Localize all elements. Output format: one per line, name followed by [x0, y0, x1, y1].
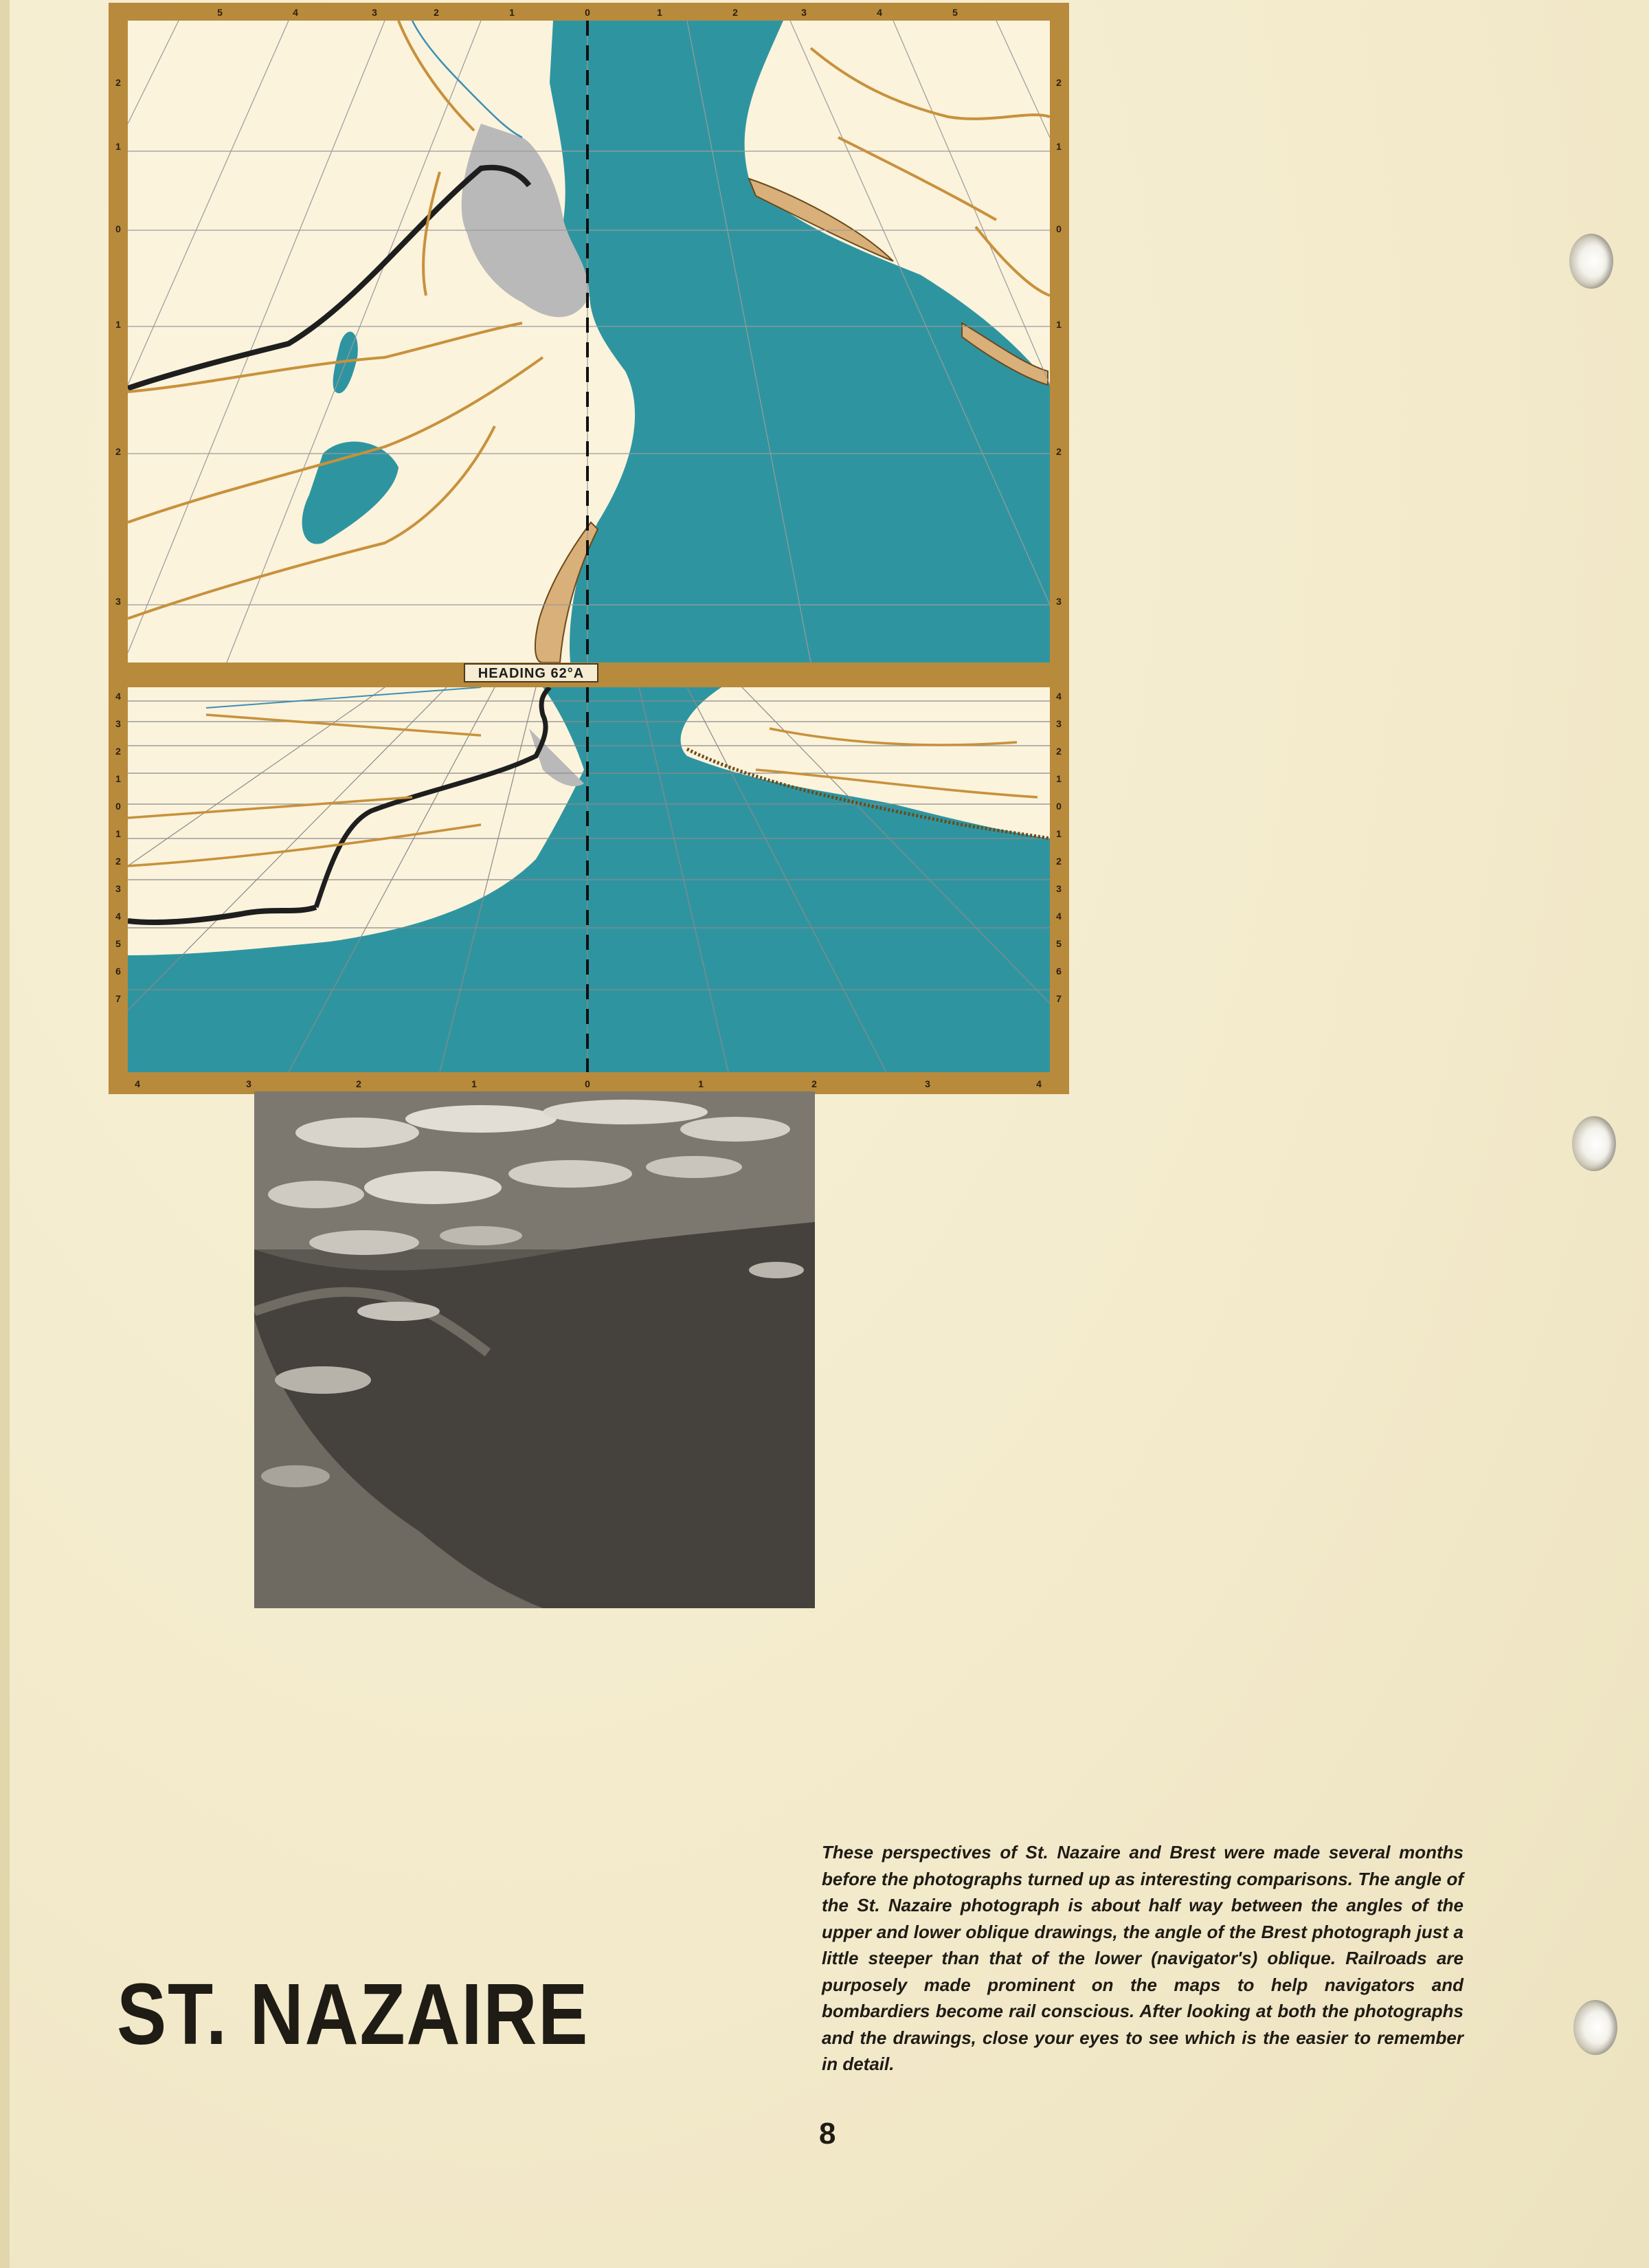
bottom-tick-label: 2: [811, 1078, 817, 1089]
page-number: 8: [819, 2117, 836, 2150]
lower-left-tick-label: 3: [115, 883, 121, 894]
lower-left-tick-label: 0: [115, 801, 121, 812]
upper-left-tick-label: 3: [115, 596, 121, 607]
bottom-tick-label: 3: [925, 1078, 930, 1089]
upper-top-tick-label: 3: [372, 7, 377, 18]
bottom-tick-label: 4: [135, 1078, 140, 1089]
upper-left-tick-label: 0: [115, 223, 121, 234]
upper-top-tick-label: 4: [293, 7, 298, 18]
upper-right-tick-label: 0: [1056, 223, 1062, 234]
lower-left-tick-label: 6: [115, 966, 121, 977]
lower-left-tick-label: 1: [115, 773, 121, 784]
upper-top-tick-label: 5: [217, 7, 223, 18]
bottom-tick-label: 0: [585, 1078, 590, 1089]
lower-left-tick-label: 3: [115, 718, 121, 729]
lower-right-tick-label: 6: [1056, 966, 1062, 977]
aerial-photo-image: [254, 1091, 815, 1608]
upper-right-tick-label: 3: [1056, 596, 1062, 607]
lower-right-tick-label: 5: [1056, 938, 1062, 949]
lower-left-tick-label: 1: [115, 828, 121, 839]
lower-right-tick-label: 7: [1056, 993, 1062, 1004]
upper-oblique-map: [128, 21, 1050, 663]
upper-top-tick-label: 1: [657, 7, 662, 18]
upper-top-tick-label: 0: [585, 7, 590, 18]
aerial-photograph: [254, 1091, 815, 1608]
upper-top-tick-label: 1: [509, 7, 515, 18]
upper-left-tick-label: 2: [115, 446, 121, 457]
lower-right-tick-label: 2: [1056, 746, 1062, 757]
lower-right-tick-label: 3: [1056, 883, 1062, 894]
lower-right-tick-label: 2: [1056, 856, 1062, 867]
upper-right-tick-label: 1: [1056, 141, 1062, 152]
upper-right-tick-label: 2: [1056, 446, 1062, 457]
lower-left-tick-label: 7: [115, 993, 121, 1004]
heading-label: HEADING 62°A: [478, 666, 585, 681]
lower-right-tick-label: 0: [1056, 801, 1062, 812]
upper-left-tick-label: 2: [115, 77, 121, 88]
bottom-tick-label: 1: [698, 1078, 704, 1089]
oblique-maps: [0, 0, 1649, 1100]
bottom-tick-label: 2: [356, 1078, 361, 1089]
lower-left-tick-label: 4: [115, 911, 121, 922]
upper-left-tick-label: 1: [115, 141, 121, 152]
lower-left-tick-label: 5: [115, 938, 121, 949]
upper-top-tick-label: 4: [877, 7, 882, 18]
upper-right-tick-label: 1: [1056, 319, 1062, 330]
upper-top-tick-label: 2: [732, 7, 738, 18]
lower-right-tick-label: 4: [1056, 911, 1062, 922]
bottom-tick-label: 4: [1036, 1078, 1042, 1089]
bottom-tick-label: 3: [246, 1078, 251, 1089]
caption-paragraph: These perspectives of St. Nazaire and Brest were made several months before the photographs turned up as interesting comparisons. The angle of the St. Nazaire photograph is about half way between the angles of the upper and lower oblique drawings, the angle of the Brest photograph just a little steeper than that of the lower (navigator's) oblique. Railroads are purposely made prominent on the maps to help navigators and bombardiers become rail conscious. After looking at both the photographs and the drawings, close your eyes to see which is the easier to remember in detail.: [822, 1842, 1463, 2074]
bottom-tick-label: 1: [471, 1078, 477, 1089]
upper-top-tick-label: 2: [434, 7, 439, 18]
binder-hole-bottom: [1573, 2000, 1617, 2055]
lower-left-tick-label: 2: [115, 746, 121, 757]
lower-right-tick-label: 4: [1056, 691, 1062, 702]
upper-left-tick-label: 1: [115, 319, 121, 330]
upper-top-tick-label: 5: [952, 7, 958, 18]
page-title: ST. NAZAIRE: [117, 1966, 590, 2063]
lower-oblique-map: [128, 687, 1050, 1072]
lower-right-tick-label: 1: [1056, 773, 1062, 784]
lower-left-tick-label: 2: [115, 856, 121, 867]
binder-hole-middle: [1572, 1116, 1616, 1171]
lower-left-tick-label: 4: [115, 691, 121, 702]
lower-right-tick-label: 1: [1056, 828, 1062, 839]
lower-right-tick-label: 3: [1056, 718, 1062, 729]
upper-right-tick-label: 2: [1056, 77, 1062, 88]
upper-top-tick-label: 3: [801, 7, 807, 18]
